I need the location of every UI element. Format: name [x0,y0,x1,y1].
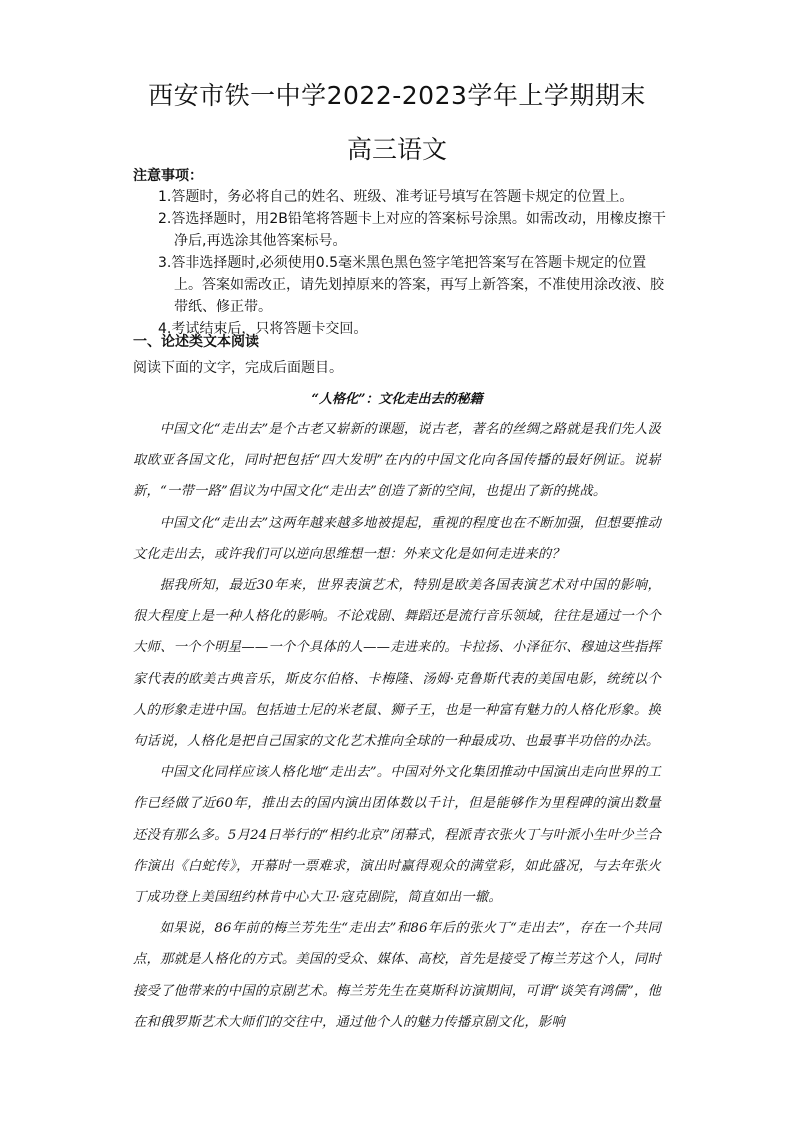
note-item: 3.答非选择题时,必须使用0.5毫米黑色黑色签字笔把答案写在答题卡规定的位置上。答案如需改正，请先划掉原来的答案，再写上新答案，不准使用涂改液、胶带纸、修正带。 [158,255,664,315]
exam-title: 西安市铁一中学2022-2023学年上学期期末 [148,81,646,110]
note-item: 4.考试结束后，只将答题卡交回。 [158,321,368,337]
notes-list [158,186,668,340]
note-item: 1.答题时，务必将自己的姓名、班级、准考证号填写在答题卡规定的位置上。 [158,189,634,205]
article-paragraph: 中国文化“走出去”这两年越来越多地被提起，重视的程度也在不断加强，但想要推动文化走出去，或许我们可以逆向思维想一想：外来文化是如何走进来的？ [133,515,661,562]
section-heading: 一、论述类文本阅读 [133,334,259,350]
article-paragraph: 据我所知，最近30年来，世界表演艺术，特别是欧美各国表演艺术对中国的影响，很大程度上是一种人格化的影响。不论戏剧、舞蹈还是流行音乐领域，往往是通过一个个大师、一个个明星——一个个具体的人——走进来的。卡拉扬、小泽征尔、穆迪这些指挥家代表的欧美古典音乐，斯皮尔伯格、卡梅隆、汤姆·克鲁斯代表的美国电影，统统以个人的形象走进中国。包括迪士尼的米老鼠、狮子王，也是一种富有魅力的人格化形象。换句话说，人格化是把自己国家的文化艺术推向全球的一种最成功、也最事半功倍的办法。 [133,578,661,750]
reading-instruction: 阅读下面的文字，完成后面题目。 [133,360,343,376]
article-paragraph: 中国文化同样应该人格化地“走出去”。中国对外文化集团推动中国演出走向世界的工作已经做了近60年，推出去的国内演出团体数以千计，但是能够作为里程碑的演出数量还没有那么多。5月24日举行的“相约北京”闭幕式，程派青衣张火丁与叶派小生叶少兰合作演出《白蛇传》，开幕时一票难求，演出时赢得观众的满堂彩，如此盛况，与去年张火丁成功登上美国纽约林肯中心大卫·寇克剧院，简直如出一辙。 [133,765,661,906]
article-title: “人格化”：文化走出去的秘籍 [311,392,483,407]
article-paragraph: 如果说，86年前的梅兰芳先生“走出去”和86年后的张火丁“走出去”，存在一个共同点，那就是人格化的方式。美国的受众、媒体、高校，首先是接受了梅兰芳这个人，同时接受了他带来的中国的京剧艺术。梅兰芳先生在莫斯科访演期间，可谓“谈笑有鸿儒”，他在和俄罗斯艺术大师们的交往中，通过他个人的魅力传播京剧文化，影响 [133,921,661,1030]
exam-subject: 高三语文 [346,135,447,164]
article-body [133,414,661,1038]
note-item: 2.答选择题时，用2B铅笔将答题卡上对应的答案标号涂黑。如需改动，用橡皮擦干净后,再选涂其他答案标号。 [158,211,666,249]
article-paragraph: 中国文化“走出去”是个古老又崭新的课题，说古老，著名的丝绸之路就是我们先人汲取欧亚各国文化，同时把包括“四大发明”在内的中国文化向各国传播的最好例证。说崭新，“一带一路”倡议为中国文化“走出去”创造了新的空间，也提出了新的挑战。 [133,422,661,500]
notes-heading: 注意事项： [133,168,203,184]
